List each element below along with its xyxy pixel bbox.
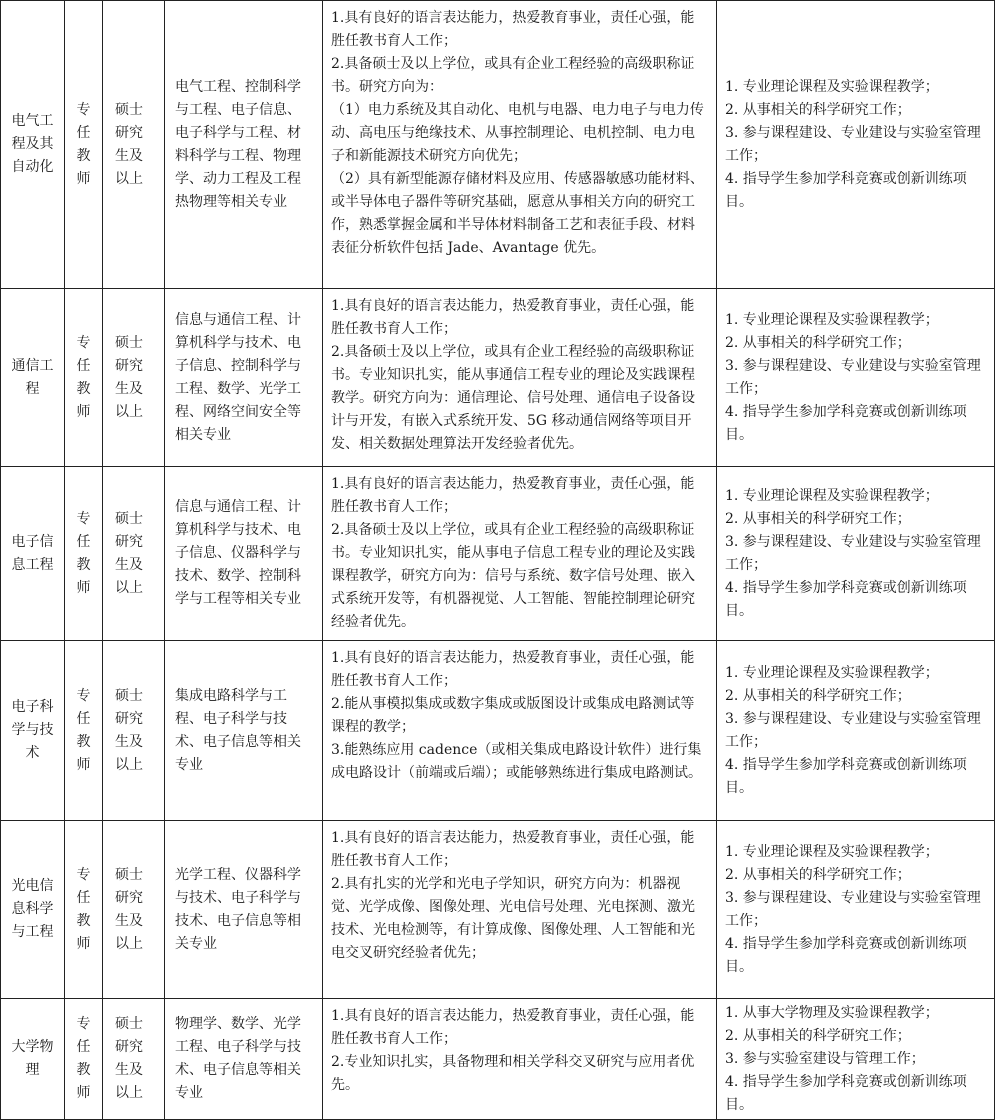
education-cell: 硕士研究生及以上 [103,821,165,999]
requirement-item: 2.具备硕士及以上学位，或具有企业工程经验的高级职称证书。研究方向为： [331,56,695,95]
duty-item: 3. 参与课程建设、专业建设与实验室管理工作； [725,357,981,397]
duty-item: 2. 从事相关的科学研究工作； [725,866,911,883]
requirement-item: 1.具有良好的语言表达能力，热爱教育事业，责任心强，能胜任教书育人工作； [331,298,695,337]
requirement-item: （2）具有新型能源存储材料及应用、传感器敏感功能材料、或半导体电子器件等研究基础，愿意从事相关方向的研究工作，熟悉掌握金属和半导体材料制备工艺和表征手段、材料表征分析软件包括 Jade、Avantage 优先。 [331,171,704,256]
table-row [1,999,995,1120]
duty-item: 4. 指导学生参加学科竞赛或创新训练项目。 [725,1073,967,1113]
duty-item: 4. 指导学生参加学科竞赛或创新训练项目。 [725,756,967,796]
requirement-item: 3.能熟练应用 cadence（或相关集成电路设计软件）进行集成电路设计（前端或后端）；或能够熟练进行集成电路测试。 [331,742,702,781]
position-type-cell: 专任教师 [65,999,103,1120]
duty-item: 2. 从事相关的科学研究工作； [725,687,911,704]
duty-item: 1. 专业理论课程及实验课程教学； [725,664,939,681]
requirement-item: （1）电力系统及其自动化、电机与电器、电力电子与电力传动、高电压与绝缘技术、从事控制理论、电机控制、电力电子和新能源技术研究方向优先； [331,102,704,164]
major-cell: 电子信息工程 [1,467,65,641]
duty-item: 2. 从事相关的科学研究工作； [725,101,911,118]
education-cell: 硕士研究生及以上 [103,1,165,289]
field-cell: 集成电路科学与工程、电子科学与技术、电子信息等相关专业 [165,641,323,821]
duties-cell [717,641,995,821]
major-cell: 大学物理 [1,999,65,1120]
major-cell: 通信工程 [1,289,65,467]
requirement-item: 2.具备硕士及以上学位，或具有企业工程经验的高级职称证书。专业知识扎实，能从事电子信息工程专业的理论及实践课程教学，研究方向为：信号与系统、数字信号处理、嵌入式系统开发等，有机器视觉、人工智能、智能控制理论研究经验者优先。 [331,522,695,630]
field-cell: 信息与通信工程、计算机科学与技术、电子信息、控制科学与工程、数学、光学工程、网络空间安全等相关专业 [165,289,323,467]
requirement-item: 2.能从事模拟集成或数字集成或版图设计或集成电路测试等课程的教学； [331,696,695,735]
table-row [1,467,995,641]
table-row [1,289,995,467]
duty-item: 3. 参与课程建设、专业建设与实验室管理工作； [725,124,981,164]
duties-cell [717,289,995,467]
requirements-cell [323,467,717,641]
duty-item: 2. 从事相关的科学研究工作； [725,510,911,527]
position-type-cell: 专任教师 [65,467,103,641]
duties-cell [717,821,995,999]
position-type-cell: 专任教师 [65,641,103,821]
duty-item: 3. 参与课程建设、专业建设与实验室管理工作； [725,889,981,929]
field-cell: 电气工程、控制科学与工程、电子信息、电子科学与工程、材料科学与工程、物理学、动力工程及工程热物理等相关专业 [165,1,323,289]
duties-cell [717,999,995,1120]
education-cell: 硕士研究生及以上 [103,289,165,467]
duty-item: 3. 参与实验室建设与管理工作； [725,1050,925,1067]
major-cell: 电气工程及其自动化 [1,1,65,289]
requirement-item: 2.具备硕士及以上学位，或具有企业工程经验的高级职称证书。专业知识扎实，能从事通信工程专业的理论及实践课程教学。研究方向为：通信理论、信号处理、通信电子设备设计与开发，有嵌入式系统开发、5G 移动通信网络等项目开发、相关数据处理算法开发经验者优先。 [331,344,695,452]
duty-item: 4. 指导学生参加学科竞赛或创新训练项目。 [725,935,967,975]
duty-item: 2. 从事相关的科学研究工作； [725,1027,911,1044]
duty-item: 1. 专业理论课程及实验课程教学； [725,311,939,328]
table-row [1,641,995,821]
requirement-item: 1.具有良好的语言表达能力，热爱教育事业，责任心强，能胜任教书育人工作； [331,830,695,869]
duty-item: 1. 专业理论课程及实验课程教学； [725,843,939,860]
education-cell: 硕士研究生及以上 [103,467,165,641]
duty-item: 3. 参与课程建设、专业建设与实验室管理工作； [725,533,981,573]
major-cell: 光电信息科学与工程 [1,821,65,999]
position-type-cell: 专任教师 [65,1,103,289]
requirements-cell [323,1,717,289]
education-cell: 硕士研究生及以上 [103,999,165,1120]
field-cell: 物理学、数学、光学工程、电子科学与技术、电子信息等相关专业 [165,999,323,1120]
duty-item: 4. 指导学生参加学科竞赛或创新训练项目。 [725,170,967,210]
duty-item: 3. 参与课程建设、专业建设与实验室管理工作； [725,710,981,750]
duty-item: 1. 专业理论课程及实验课程教学； [725,487,939,504]
duty-item: 1. 专业理论课程及实验课程教学； [725,78,939,95]
requirement-item: 1.具有良好的语言表达能力，热爱教育事业，责任心强，能胜任教书育人工作； [331,476,695,515]
requirement-item: 1.具有良好的语言表达能力，热爱教育事业，责任心强，能胜任教书育人工作； [331,10,695,49]
field-cell: 信息与通信工程、计算机科学与技术、电子信息、仪器科学与技术、数学、控制科学与工程等相关专业 [165,467,323,641]
requirements-cell [323,289,717,467]
duty-item: 4. 指导学生参加学科竞赛或创新训练项目。 [725,579,967,619]
position-type-cell: 专任教师 [65,289,103,467]
field-cell: 光学工程、仪器科学与技术、电子科学与技术、电子信息等相关专业 [165,821,323,999]
requirements-cell [323,641,717,821]
duties-cell [717,467,995,641]
requirements-cell [323,821,717,999]
requirement-item: 2.具有扎实的光学和光电子学知识，研究方向为：机器视觉、光学成像、图像处理、光电信号处理、光电探测、激光技术、光电检测等，有计算成像、图像处理、人工智能和光电交叉研究经验者优先； [331,876,695,961]
education-cell: 硕士研究生及以上 [103,641,165,821]
table-row [1,1,995,289]
table-row [1,821,995,999]
requirements-cell [323,999,717,1120]
duties-cell [717,1,995,289]
requirement-item: 1.具有良好的语言表达能力，热爱教育事业，责任心强，能胜任教书育人工作； [331,1008,695,1047]
requirement-item: 1.具有良好的语言表达能力，热爱教育事业，责任心强，能胜任教书育人工作； [331,650,695,689]
position-type-cell: 专任教师 [65,821,103,999]
requirement-item: 2.专业知识扎实，具备物理和相关学科交叉研究与应用者优先。 [331,1054,695,1093]
duty-item: 1. 从事大学物理及实验课程教学； [725,1004,939,1021]
duty-item: 4. 指导学生参加学科竞赛或创新训练项目。 [725,403,967,443]
duty-item: 2. 从事相关的科学研究工作； [725,334,911,351]
major-cell: 电子科学与技术 [1,641,65,821]
